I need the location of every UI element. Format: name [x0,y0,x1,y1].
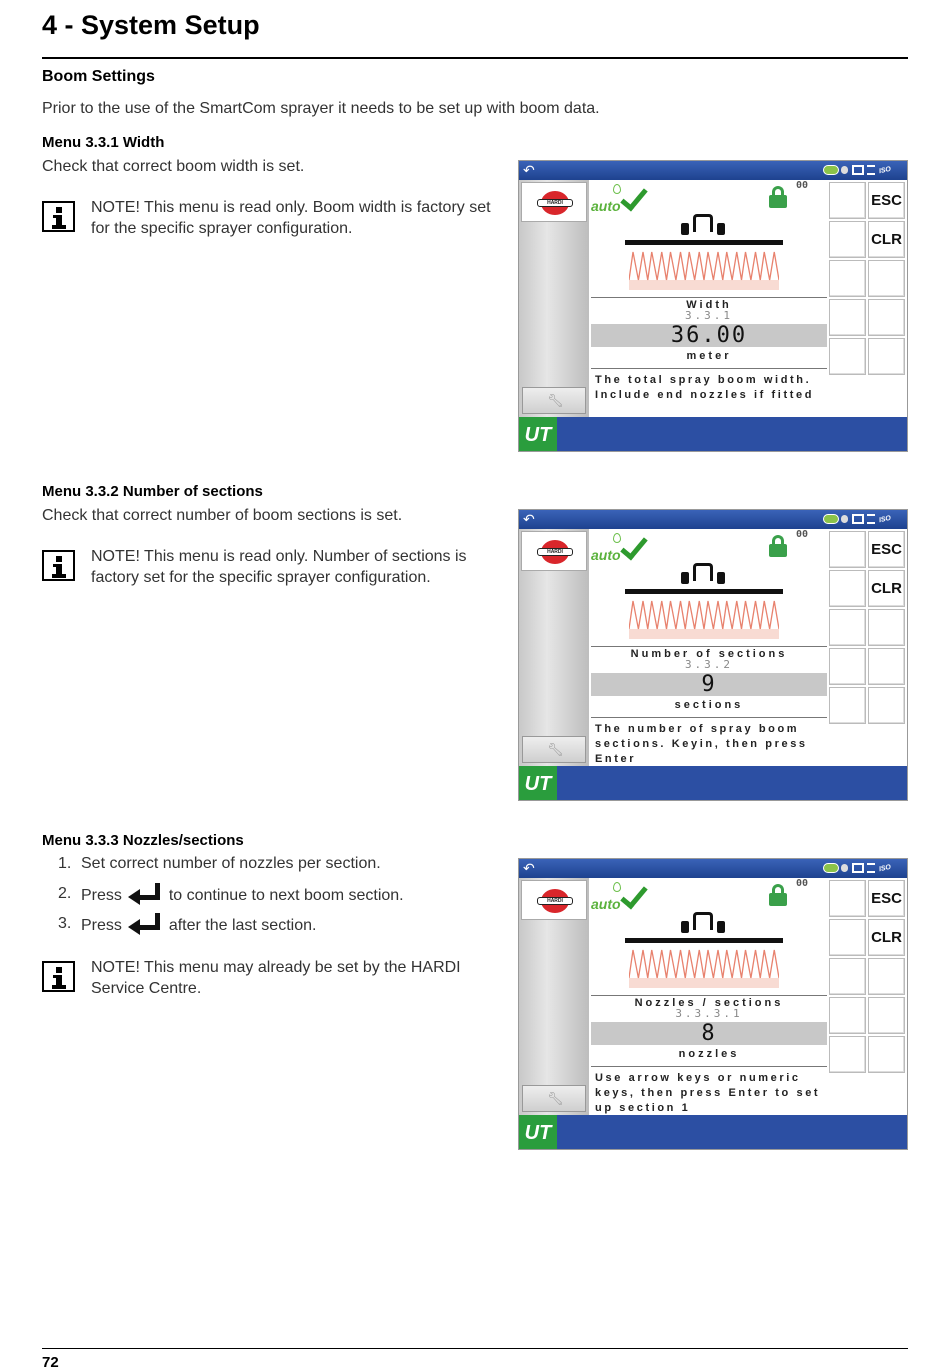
step-number: 1. [58,855,72,872]
settings-button[interactable] [522,387,586,414]
note-text: NOTE! This menu is read only. Number of sections is factory set for the specific sprayer configuration. [91,548,467,586]
softkey-blank[interactable] [868,1036,905,1073]
softkey-blank[interactable] [829,687,866,724]
bulb-icon [841,166,848,174]
clr-button[interactable] [868,221,905,258]
info-icon [42,201,75,232]
counter: 00 [796,529,809,540]
step-text: Press to continue to next boom section. [81,883,404,907]
softkey-blank[interactable] [868,997,905,1034]
step-text: Press after the last section. [81,913,316,937]
hardi-logo: HARDI [541,889,569,913]
wrench-icon: 🔧︎ [547,742,564,757]
help-line: up section 1 [595,1102,691,1114]
esc-button-label: ESC [871,192,902,209]
field-title: Nozzles / sections [591,995,827,1009]
softkey-blank[interactable] [868,260,905,297]
unlock-icon [769,186,787,208]
esc-button[interactable] [868,531,905,568]
counter: 00 [796,878,809,889]
sprayer-boom-icon [619,563,789,643]
menu-number: 3.3.1 [684,309,734,322]
auto-mode-icon: auto [591,184,651,214]
terminal-main-panel [591,180,827,417]
terminal-bottombar [519,766,908,801]
unit-label: meter [686,350,732,362]
softkey-blank[interactable] [868,958,905,995]
terminal-screen-3 [518,858,908,1150]
unit-label: nozzles [678,1048,740,1060]
help-line: Include end nozzles if fitted [595,389,815,401]
settings-button[interactable] [522,1085,586,1112]
status-icons [823,164,903,177]
help-line: sections. Keyin, then press [595,738,808,750]
info-icon [42,550,75,581]
unlock-icon [769,535,787,557]
status-icons [823,513,903,526]
clr-button[interactable] [868,570,905,607]
clr-button-label: CLR [871,231,902,248]
tractor-icon [823,863,839,873]
terminal-left-column [519,180,589,417]
enter-key-icon [128,883,162,905]
help-line: The total spray boom width. [595,374,812,386]
ut-logo-icon: UT [519,1115,557,1150]
value-field[interactable]: 8 [591,1022,827,1045]
softkey-column [829,878,908,1078]
iso-badge-icon: ISO [878,165,892,176]
softkey-blank[interactable] [829,919,866,956]
monitor-icon [852,514,864,524]
clr-button-label: CLR [871,580,902,597]
clr-button[interactable] [868,919,905,956]
terminal-bottombar [519,1115,908,1150]
hardi-logo: HARDI [541,540,569,564]
hardi-logo-tab[interactable] [521,182,587,222]
menu-332-text: Check that correct number of boom sections is set. [42,507,403,524]
terminal-screen-1 [518,160,908,452]
iso-badge-icon: ISO [878,514,892,525]
back-arrow-icon[interactable]: ↶ [523,511,535,527]
help-text [591,368,827,403]
softkey-blank[interactable] [868,609,905,646]
terminal-main-panel [591,878,827,1115]
back-arrow-icon[interactable]: ↶ [523,162,535,178]
menu-331-text: Check that correct boom width is set. [42,158,305,175]
info-icon [42,961,75,992]
hardi-logo: HARDI [541,191,569,215]
softkey-blank[interactable] [829,531,866,568]
step-text: Set correct number of nozzles per section. [81,855,381,872]
softkey-blank[interactable] [829,338,866,375]
settings-button[interactable] [522,736,586,763]
help-line: keys, then press Enter to set [595,1087,821,1099]
value-field[interactable]: 9 [591,673,827,696]
sprayer-boom-icon [619,912,789,992]
field-title: Number of sections [591,646,827,660]
esc-button-label: ESC [871,890,902,907]
help-text [591,1066,827,1116]
terminal-topbar [519,161,908,180]
terminal-topbar [519,859,908,878]
section-heading: Boom Settings [42,68,155,85]
softkey-blank[interactable] [868,299,905,336]
softkey-column [829,529,908,729]
help-line: Use arrow keys or numeric [595,1072,801,1084]
sprayer-boom-icon [619,214,789,294]
softkey-blank[interactable] [829,648,866,685]
unlock-icon [769,884,787,906]
softkey-blank[interactable] [829,221,866,258]
bars-icon [867,863,875,873]
esc-button-label: ESC [871,541,902,558]
ut-logo-icon: UT [519,766,557,801]
hardi-logo-tab[interactable] [521,531,587,571]
softkey-blank[interactable] [829,997,866,1034]
page-number: 72 [42,1354,59,1371]
terminal-left-column [519,878,589,1115]
help-line: Enter [595,753,637,765]
terminal-main-panel [591,529,827,766]
softkey-blank[interactable] [829,260,866,297]
footer-rule [42,1348,908,1349]
softkey-column [829,180,908,380]
status-icons [823,862,903,875]
esc-button[interactable] [868,880,905,917]
wrench-icon: 🔧︎ [547,1091,564,1106]
softkey-blank[interactable] [829,570,866,607]
menu-332-heading: Menu 3.3.2 Number of sections [42,483,263,500]
terminal-bottombar [519,417,908,452]
softkey-blank[interactable] [829,880,866,917]
softkey-blank[interactable] [829,182,866,219]
iso-badge-icon: ISO [878,863,892,874]
terminal-topbar [519,510,908,529]
field-title: Width [591,297,827,311]
clr-button-label: CLR [871,929,902,946]
menu-number: 3.3.3.1 [675,1007,743,1020]
help-text [591,717,827,767]
menu-number: 3.3.2 [684,658,734,671]
header-rule [42,57,908,59]
bars-icon [867,514,875,524]
hardi-logo-tab[interactable] [521,880,587,920]
bars-icon [867,165,875,175]
softkey-blank[interactable] [829,299,866,336]
counter: 00 [796,180,809,191]
bulb-icon [841,515,848,523]
softkey-blank[interactable] [829,1036,866,1073]
softkey-blank[interactable] [829,609,866,646]
menu-331-heading: Menu 3.3.1 Width [42,134,165,151]
back-arrow-icon[interactable]: ↶ [523,860,535,876]
auto-mode-icon: auto [591,533,651,563]
value-field[interactable]: 36.00 [591,324,827,347]
softkey-blank[interactable] [868,687,905,724]
esc-button[interactable] [868,182,905,219]
tractor-icon [823,165,839,175]
section-intro: Prior to the use of the SmartCom sprayer it needs to be set up with boom data. [42,100,600,117]
note-text: NOTE! This menu may already be set by the HARDI Service Centre. [91,959,461,997]
terminal-left-column [519,529,589,766]
chapter-title: 4 - System Setup [42,10,260,40]
monitor-icon [852,165,864,175]
softkey-blank[interactable] [829,958,866,995]
enter-key-icon [128,913,162,935]
tractor-icon [823,514,839,524]
note-text: NOTE! This menu is read only. Boom width is factory set for the specific sprayer configuration. [91,199,491,237]
step-number: 2. [58,885,72,902]
terminal-screen-2 [518,509,908,801]
softkey-blank[interactable] [868,338,905,375]
bulb-icon [841,864,848,872]
menu-333-heading: Menu 3.3.3 Nozzles/sections [42,832,244,849]
softkey-blank[interactable] [868,648,905,685]
unit-label: sections [674,699,744,711]
wrench-icon: 🔧︎ [547,393,564,408]
step-number: 3. [58,915,72,932]
monitor-icon [852,863,864,873]
auto-mode-icon: auto [591,882,651,912]
help-line: The number of spray boom [595,723,800,735]
ut-logo-icon: UT [519,417,557,452]
